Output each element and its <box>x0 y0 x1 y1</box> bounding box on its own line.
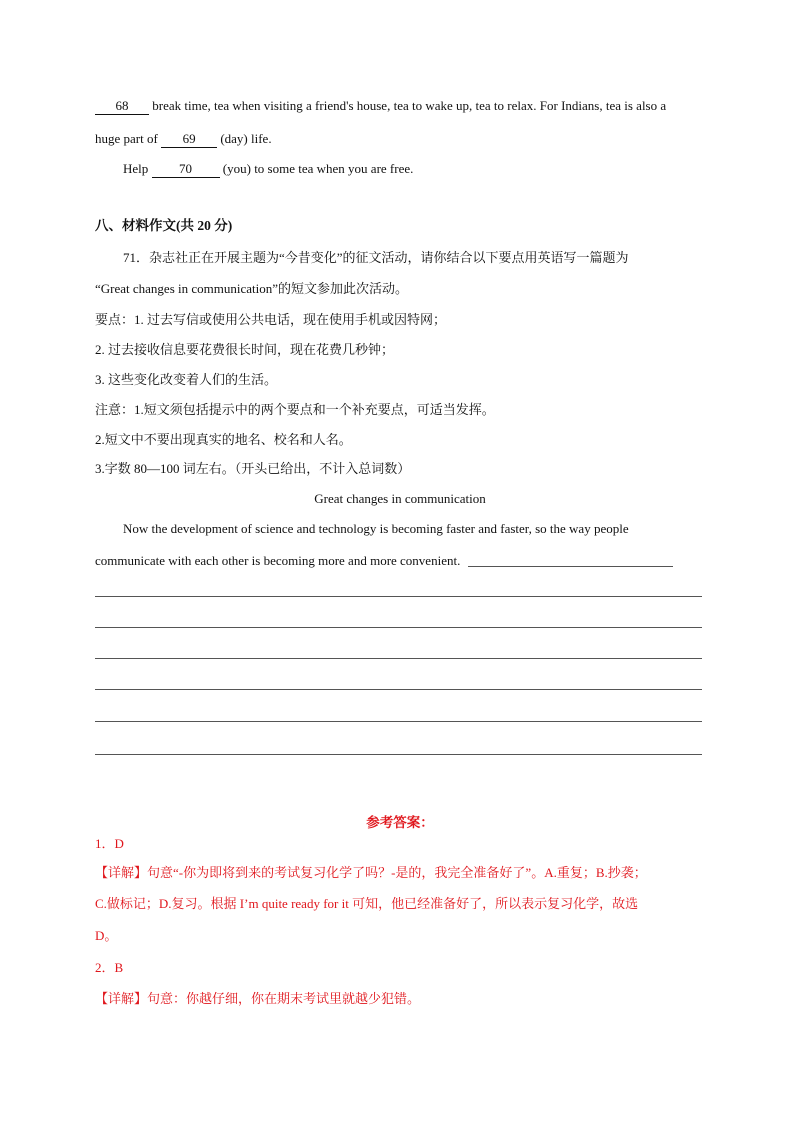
answer-1-detail-3: D。 <box>95 928 118 943</box>
cloze-line-68-text: break time, tea when visiting a friend's house, tea to wake up, tea to relax. For Indians, tea is also a <box>152 98 667 113</box>
essay-answer-blank[interactable] <box>468 566 673 567</box>
cloze-line-69-text: (day) life. <box>220 131 272 146</box>
answer-2-number: 2．B <box>95 960 124 975</box>
writing-rule-5[interactable] <box>95 721 702 722</box>
blank-68: 68 <box>95 98 149 115</box>
essay-line-2-text: communicate with each other is becoming more and more convenient. <box>95 553 461 568</box>
writing-rule-6[interactable] <box>95 754 702 755</box>
cloze-line-69-pre: huge part of <box>95 131 158 146</box>
writing-rule-4[interactable] <box>95 689 702 690</box>
answer-2-detail-1: 【详解】句意：你越仔细，你在期末考试里就越少犯错。 <box>95 991 421 1006</box>
answers-title: 参考答案： <box>366 815 434 830</box>
writing-prompt-line-1: 71．杂志社正在开展主题为“今昔变化”的征文活动，请你结合以下要点用英语写一篇题为 <box>123 250 629 265</box>
cloze-line-70 <box>123 161 413 178</box>
writing-rule-2[interactable] <box>95 627 702 628</box>
answer-1-detail-1: 【详解】句意“-你为即将到来的考试复习化学了吗？-是的，我完全准备好了”。A.重复；B.抄袭； <box>95 865 647 880</box>
writing-prompt-line-2: “Great changes in communication”的短文参加此次活动。 <box>95 281 409 296</box>
cloze-line-69 <box>95 131 272 148</box>
writing-notes-3: 3.字数 80—100 词左右。（开头已给出，不计入总词数） <box>95 461 411 476</box>
section-title: 八、材料作文(共 20 分) <box>95 218 233 233</box>
cloze-line-68 <box>95 98 666 115</box>
writing-points-2: 2. 过去接收信息要花费很长时间，现在花费几秒钟； <box>95 342 395 357</box>
writing-notes-1: 注意：1.短文须包括提示中的两个要点和一个补充要点，可适当发挥。 <box>95 402 495 417</box>
writing-rule-3[interactable] <box>95 658 702 659</box>
writing-points-1: 要点：1. 过去写信或使用公共电话，现在使用手机或因特网； <box>95 312 447 327</box>
answer-1-detail-2: C.做标记；D.复习。根据 I’m quite ready for it 可知，他已经准备好了，所以表示复习化学，故选 <box>95 896 639 911</box>
cloze-line-70-pre: Help <box>123 161 149 176</box>
writing-points-3: 3. 这些变化改变着人们的生活。 <box>95 372 278 387</box>
answer-1-number: 1．D <box>95 836 124 851</box>
writing-rule-1[interactable] <box>95 596 702 597</box>
essay-title: Great changes in communication <box>314 491 486 506</box>
blank-70: 70 <box>152 161 220 178</box>
essay-line-2 <box>95 553 673 569</box>
essay-line-1: Now the development of science and technology is becoming faster and faster, so the way people <box>123 521 629 536</box>
blank-69: 69 <box>161 131 217 148</box>
cloze-line-70-text: (you) to some tea when you are free. <box>222 161 414 176</box>
writing-notes-2: 2.短文中不要出现真实的地名、校名和人名。 <box>95 432 352 447</box>
